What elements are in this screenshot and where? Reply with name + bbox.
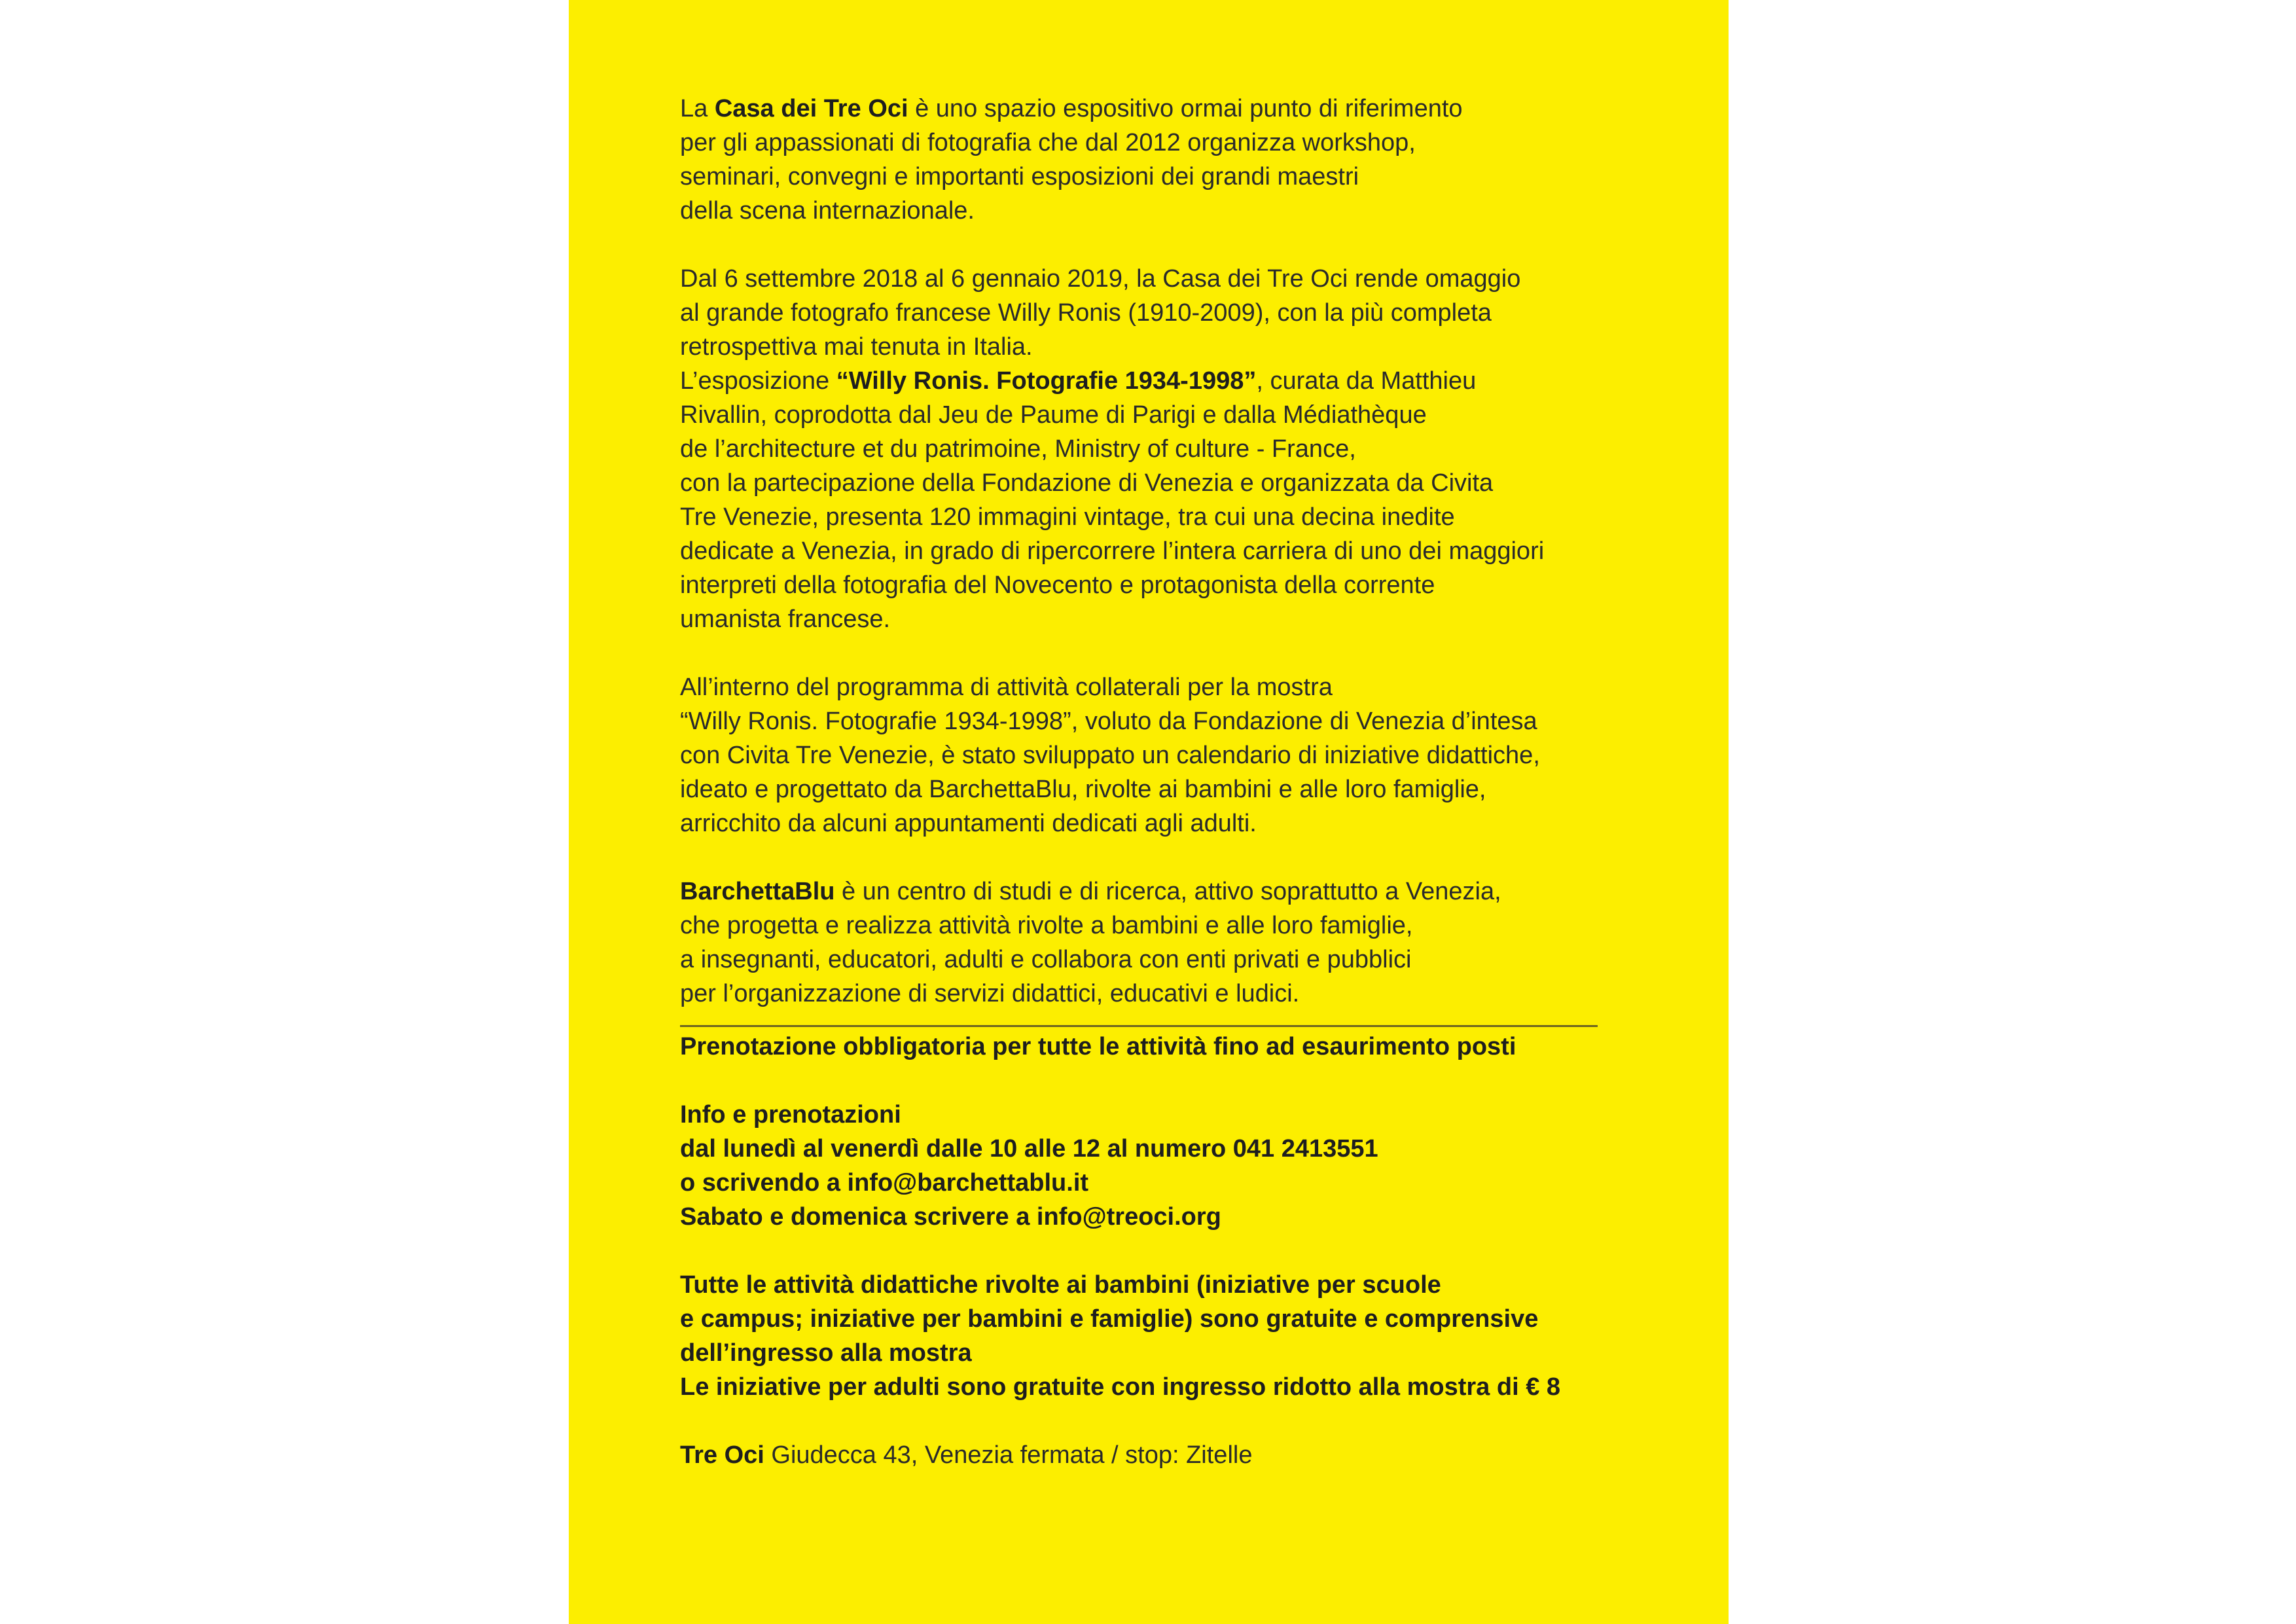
barchettablu-paragraph — [680, 875, 1603, 1011]
program-line-2: “Willy Ronis. Fotografie 1934-1998”, voluto da Fondazione di Venezia d’intesa — [680, 708, 1537, 735]
intro-line-4: della scena internazionale. — [680, 197, 975, 225]
info-email-treoci: Sabato e domenica scrivere a info@treoci.org — [680, 1203, 1221, 1231]
exhibition-paragraph — [680, 262, 1603, 636]
info-block — [680, 1098, 1603, 1234]
exhibition-line-2: al grande fotografo francese Willy Ronis (1910-2009), con la più completa — [680, 299, 1492, 327]
pricing-line-2: e campus; iniziative per bambini e famiglie) sono gratuite e comprensive — [680, 1305, 1539, 1333]
address-line — [680, 1438, 1603, 1472]
exhibition-line-7: con la partecipazione della Fondazione di Venezia e organizzata da Civita — [680, 469, 1494, 497]
pricing-line-1: Tutte le attività didattiche rivolte ai bambini (iniziative per scuole — [680, 1271, 1441, 1299]
info-phone-hours: dal lunedì al venerdì dalle 10 alle 12 al numero 041 2413551 — [680, 1135, 1378, 1163]
pricing-line-3: dell’ingresso alla mostra — [680, 1339, 972, 1367]
intro-line-2: per gli appassionati di fotografia che dal 2012 organizza workshop, — [680, 129, 1416, 156]
booking-notice-text: Prenotazione obbligatoria per tutte le attività fino ad esaurimento posti — [680, 1033, 1516, 1060]
casa-tre-oci-name: Casa dei Tre Oci — [714, 95, 908, 122]
exhibition-line-4: L’esposizione “Willy Ronis. Fotografie 1934-1998”, curata da Matthieu — [680, 367, 1477, 395]
pricing-line-4: Le iniziative per adulti sono gratuite con ingresso ridotto alla mostra di € 8 — [680, 1373, 1561, 1401]
exhibition-line-11: umanista francese. — [680, 605, 891, 633]
barchetta-line-4: per l’organizzazione di servizi didattici, educativi e ludici. — [680, 980, 1300, 1007]
barchettablu-name: BarchettaBlu — [680, 878, 835, 905]
program-line-4: ideato e progettato da BarchettaBlu, rivolte ai bambini e alle loro famiglie, — [680, 776, 1486, 803]
program-paragraph — [680, 670, 1603, 840]
info-heading: Info e prenotazioni — [680, 1101, 901, 1128]
info-email-barchettablu: o scrivendo a info@barchettablu.it — [680, 1169, 1089, 1197]
divider-line — [680, 1025, 1598, 1027]
tre-oci-name: Tre Oci — [680, 1441, 764, 1469]
pricing-block — [680, 1268, 1603, 1404]
exhibition-line-9: dedicate a Venezia, in grado di ripercorrere l’intera carriera di uno dei maggiori — [680, 537, 1545, 565]
program-line-3: con Civita Tre Venezie, è stato sviluppato un calendario di iniziative didattiche, — [680, 742, 1540, 769]
barchetta-line-3: a insegnanti, educatori, adulti e collabora con enti privati e pubblici — [680, 946, 1412, 973]
program-line-1: All’interno del programma di attività collaterali per la mostra — [680, 674, 1333, 701]
exhibition-title: “Willy Ronis. Fotografie 1934-1998” — [836, 367, 1257, 395]
program-line-5: arricchito da alcuni appuntamenti dedicati agli adulti. — [680, 810, 1257, 837]
booking-notice — [680, 1030, 1603, 1064]
yellow-flyer-panel — [569, 0, 1729, 1624]
exhibition-line-6: de l’architecture et du patrimoine, Ministry of culture - France, — [680, 435, 1356, 463]
intro-line-3: seminari, convegni e importanti esposizioni dei grandi maestri — [680, 163, 1359, 190]
intro-paragraph — [680, 92, 1603, 228]
barchetta-line-1: BarchettaBlu è un centro di studi e di ricerca, attivo soprattutto a Venezia, — [680, 878, 1501, 905]
intro-line-1: La Casa dei Tre Oci è uno spazio espositivo ormai punto di riferimento — [680, 95, 1463, 122]
exhibition-line-5: Rivallin, coprodotta dal Jeu de Paume di Parigi e dalla Médiathèque — [680, 401, 1427, 429]
exhibition-line-8: Tre Venezie, presenta 120 immagini vintage, tra cui una decina inedite — [680, 503, 1455, 531]
exhibition-line-1: Dal 6 settembre 2018 al 6 gennaio 2019, la Casa dei Tre Oci rende omaggio — [680, 265, 1521, 293]
exhibition-line-3: retrospettiva mai tenuta in Italia. — [680, 333, 1033, 361]
exhibition-line-10: interpreti della fotografia del Novecento e protagonista della corrente — [680, 571, 1435, 599]
flyer-content — [680, 92, 1603, 1472]
barchetta-line-2: che progetta e realizza attività rivolte a bambini e alle loro famiglie, — [680, 912, 1413, 939]
address-text: Giudecca 43, Venezia fermata / stop: Zitelle — [764, 1441, 1253, 1469]
